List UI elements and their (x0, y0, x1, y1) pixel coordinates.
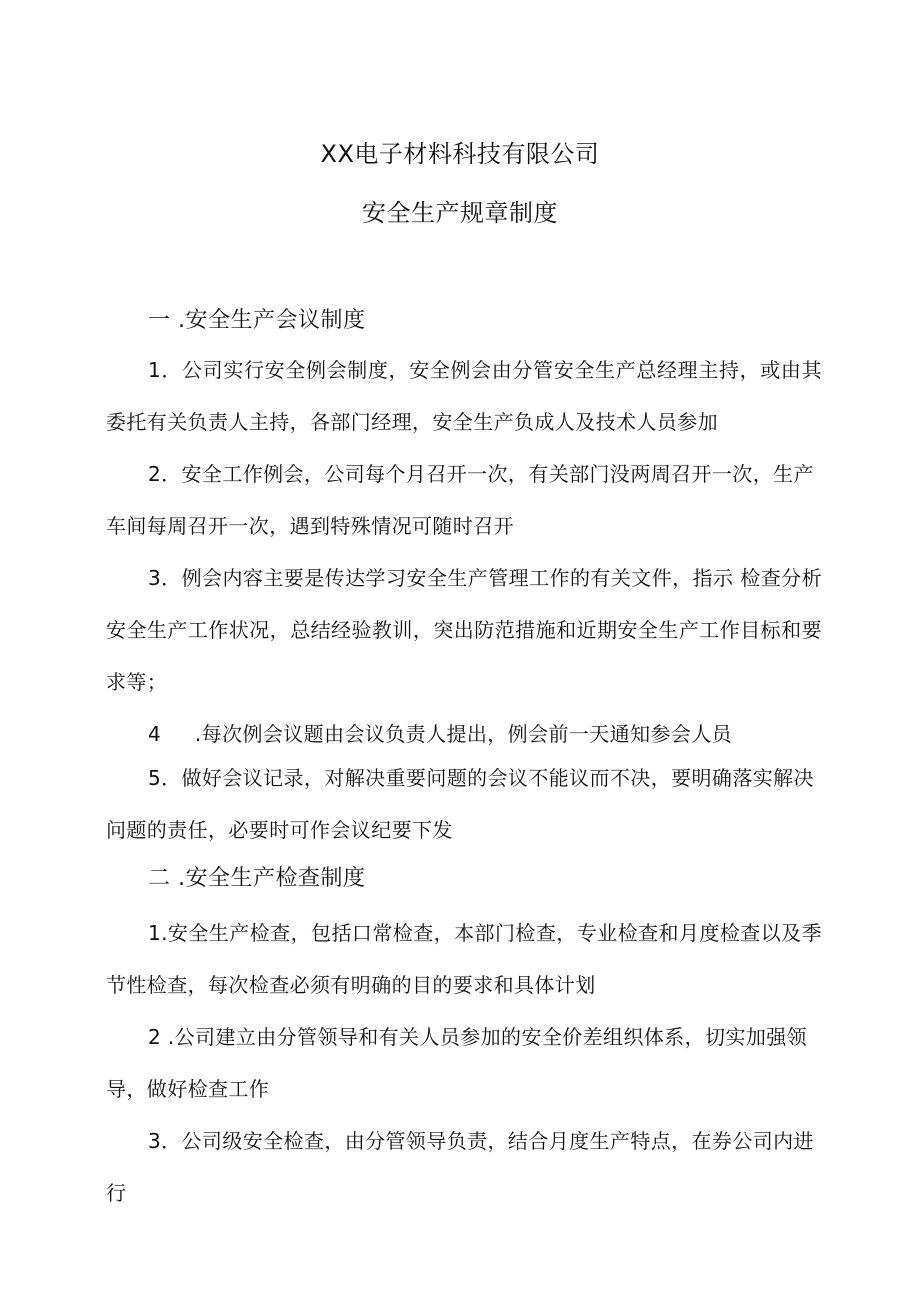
section-1-item-4: 4 .每次例会议题由会议负责人提出，例会前一天通知参会人员 (148, 722, 733, 746)
section-1-item-5: 5．做好会议记录，对解决重要问题的会议不能议而不决，要明确落实解决问题的责任，必要时可作会议纪要下发 (106, 766, 814, 842)
section-2-item-3: 3．公司级安全检查，由分管领导负责，结合月度生产特点，在券公司内进行 (106, 1129, 814, 1205)
section-1-item-2: 2．安全工作例会，公司每个月召开一次，有关部门没两周召开一次，生产车间每周召开一次，遇到特殊情况可随时召开 (106, 462, 814, 538)
section-heading-1: 一 .安全生产会议制度 (148, 308, 366, 333)
document-title: 安全生产规章制度 (362, 199, 558, 227)
section-1-item-1: 1．公司实行安全例会制度，安全例会由分管安全生产总经理主持，或由其委托有关负责人主持，各部门经理，安全生产负成人及技术人员参加 (106, 358, 822, 434)
section-2-item-1: 1.安全生产检查，包括口常检查，本部门检查，专业检查和月度检查以及季节性检查，每次检查必须有明确的目的要求和具体计划 (106, 921, 822, 997)
section-2-item-2: 2 .公司建立由分管领导和有关人员参加的安全价差组织体系，切实加强领导，做好检查工作 (106, 1025, 808, 1101)
section-heading-2: 二 .安全生产检查制度 (148, 866, 366, 891)
section-1-item-3: 3．例会内容主要是传达学习安全生产管理工作的有关文件，指示 检查分析安全生产工作状况，总结经验教训，突出防范措施和近期安全生产工作目标和要求等； (106, 566, 822, 694)
company-title: XX电子材料科技有限公司 (320, 140, 600, 168)
